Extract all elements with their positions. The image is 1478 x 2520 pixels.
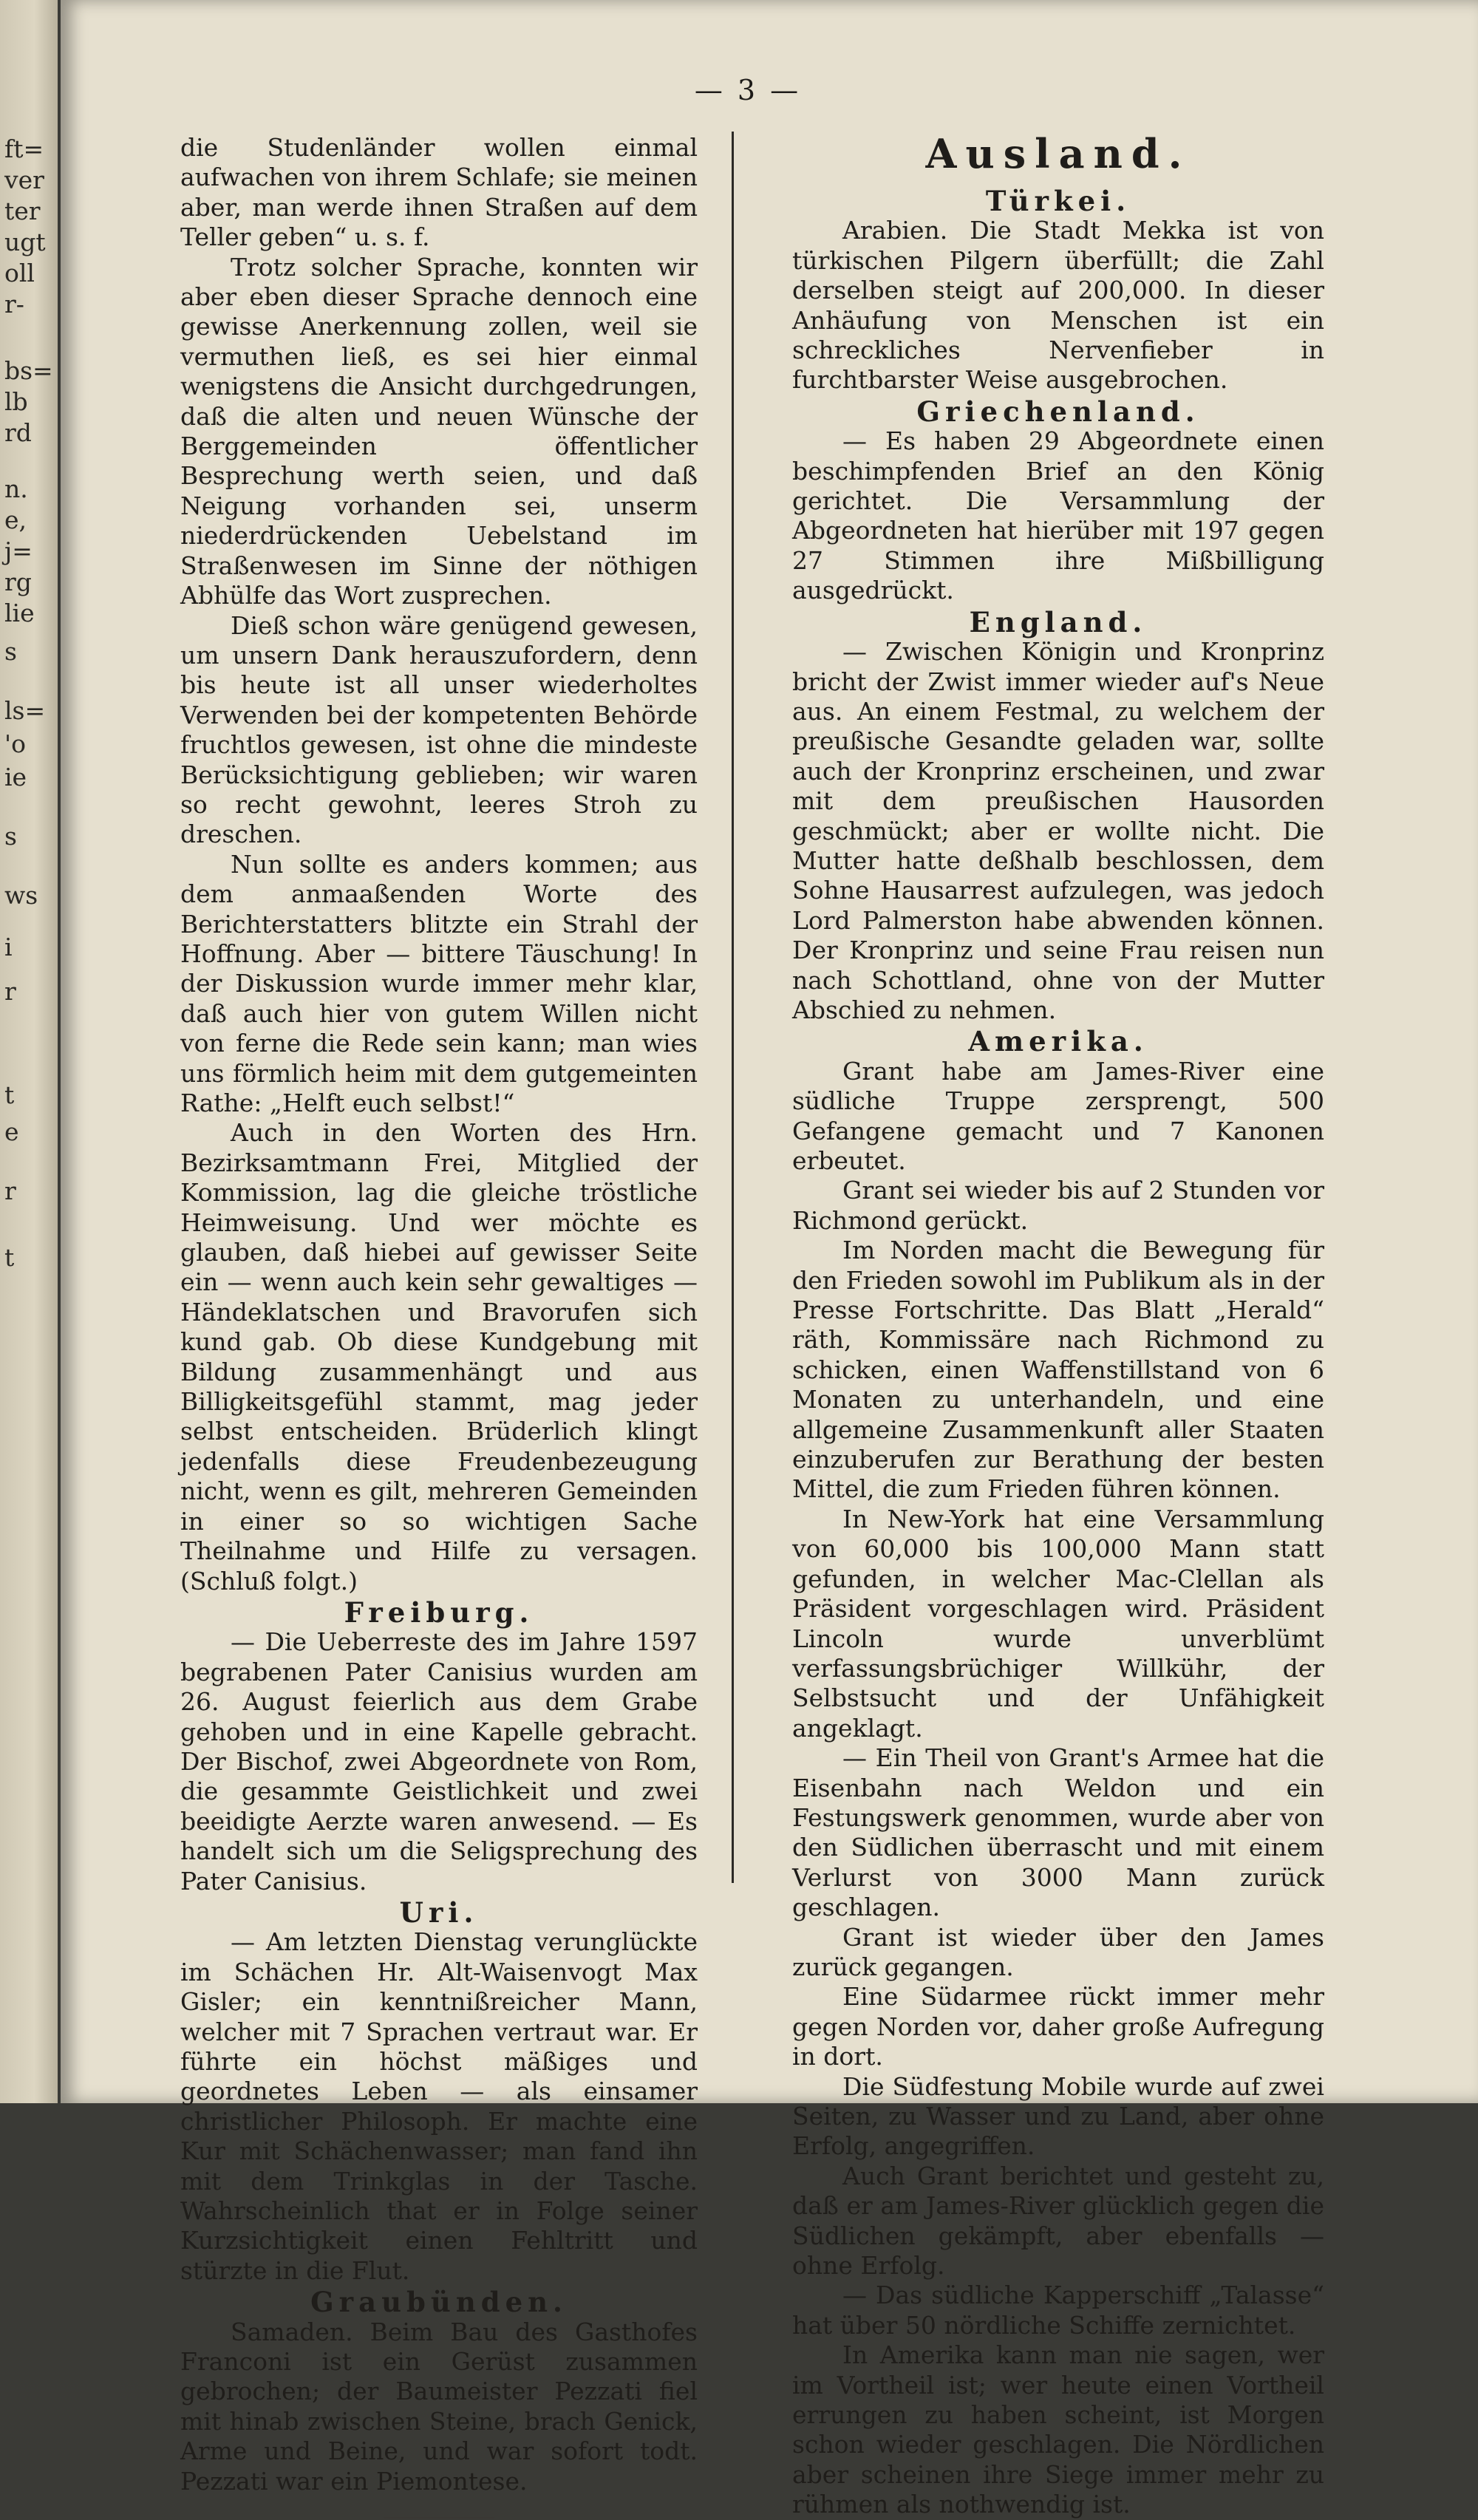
article-paragraph: die Studenländer wollen einmal aufwachen von ihrem Schlafe; sie meinen aber, man werde ihnen Straßen auf dem Teller geben“ u. s. f. [180, 133, 698, 252]
previous-page-fragment: r [4, 977, 16, 1006]
section-heading: Uri. [399, 1896, 479, 1929]
previous-page-fragment: ie [4, 763, 27, 791]
section-heading: England. [969, 605, 1148, 638]
previous-page-fragment: ls= [4, 696, 46, 725]
right-column [792, 130, 1324, 2520]
article-paragraph: — Das südliche Kapperschiff „Talasse“ hat über 50 nördliche Schiffe zernichtet. [792, 2281, 1324, 2340]
previous-page-fragment: e [4, 1117, 19, 1146]
article-paragraph: — Am letzten Dienstag verunglückte im Schächen Hr. Alt-Waisenvogt Max Gisler; ein kenntnißreicher Mann, welcher mit 7 Sprachen vertraut war. Er führte ein höchst mäßiges und geordnetes Leben — als einsamer christlicher Philosoph. Er machte eine Kur mit Schächenwasser; man fand ihn mit dem Trinkglas in der Tasche. Wahrscheinlich that er in Folge seiner Kurzsichtigkeit einen Fehltritt und stürzte in die Flut. [180, 1927, 698, 2285]
article-paragraph: Arabien. Die Stadt Mekka ist von türkischen Pilgern überfüllt; die Zahl derselben steigt auf 200,000. In dieser Anhäufung von Menschen ist ein schreckliches Nervenfieber in furchtbarster Weise ausgebrochen. [792, 216, 1324, 395]
article-paragraph: Grant ist wieder über den James zurück gegangen. [792, 1922, 1324, 1981]
article-paragraph: — Es haben 29 Abgeordnete einen beschimpfenden Brief an den König gerichtet. Die Versammlung der Abgeordneten hat hierüber mit 197 gegen 27 Stimmen ihre Mißbilligung ausgedrückt. [792, 426, 1324, 605]
previous-page-fragment: t [4, 1243, 15, 1272]
previous-page-fragment: ver [4, 166, 44, 194]
previous-page-fragment: r- [4, 290, 24, 319]
newspaper-page [61, 0, 1478, 2519]
article-paragraph: Dieß schon wäre genügend gewesen, um unsern Dank herauszufordern, denn bis heute ist all unser wiederholtes Verwenden bei der kompetenten Behörde fruchtlos gewesen, ist ohne die mindeste Berücksichtigung geblieben; wir waren so recht gewohnt, leeres Stroh zu dreschen. [180, 610, 698, 849]
article-paragraph: Auch in den Worten des Hrn. Bezirksamtmann Frei, Mitglied der Kommission, lag die gleiche tröstliche Heimweisung. Und wer möchte es glauben, daß hiebei auf gewisser Seite ein — wenn auch kein sehr gewaltiges — Händeklatschen und Bravorufen sich kund gab. Ob diese Kundgebung mit Bildung zusammenhängt und aus Billigkeitsgefühl stammt, mag jeder selbst entscheiden. Brüderlich klingt jedenfalls diese Freudenbezeugung nicht, wenn es gilt, mehreren Gemeinden in einer so so wichtigen Sache Theilnahme und Hilfe zu versagen. (Schluß folgt.) [180, 1118, 698, 1596]
previous-page-fragment: n. [4, 474, 28, 503]
article-paragraph: In Amerika kann man nie sagen, wer im Vortheil ist; wer heute einen Vortheil errungen zu haben scheint, ist Morgen schon wieder geschlagen. Die Nördlichen aber scheinen ihre Siege immer mehr zu rühmen als nothwendig ist. [792, 2340, 1324, 2519]
previous-page-fragment: rd [4, 418, 32, 447]
section-heading: Graubünden. [310, 2286, 568, 2319]
article-paragraph: — Ein Theil von Grant's Armee hat die Eisenbahn nach Weldon und ein Festungswerk genommen, wurde aber von den Südlichen überrascht und mit einem Verlurst von 3000 Mann zurück geschlagen. [792, 1743, 1324, 1922]
section-heading: Ausland. [925, 130, 1191, 177]
previous-page-fragment: ugt [4, 228, 46, 256]
page-number: — 3 — [694, 74, 802, 106]
previous-page-fragment: ws [4, 881, 38, 910]
end-rule [384, 2517, 494, 2519]
article-paragraph: Die Südfestung Mobile wurde auf zwei Seiten, zu Wasser und zu Land, aber ohne Erfolg, angegriffen. [792, 2071, 1324, 2161]
previous-page-fragment: ter [4, 197, 41, 225]
left-column [180, 133, 698, 2519]
previous-page-fragment: 'o [4, 729, 26, 758]
section-heading: Griechenland. [916, 395, 1200, 428]
previous-page-edge [0, 0, 58, 2103]
previous-page-fragment: oll [4, 259, 35, 287]
previous-page-fragment: j= [4, 537, 33, 565]
article-paragraph: Grant sei wieder bis auf 2 Stunden vor Richmond gerückt. [792, 1176, 1324, 1235]
article-paragraph: Grant habe am James-River eine südliche Truppe zersprengt, 500 Gefangene gemacht und 7 Kanonen erbeutet. [792, 1056, 1324, 1175]
article-paragraph: — Zwischen Königin und Kronprinz bricht der Zwist immer wieder auf's Neue aus. An einem Festmal, zu welchem der preußische Gesandte geladen war, sollte auch der Kronprinz erscheinen, und zwar mit dem preußischen Hausorden geschmückt; aber er wollte nicht. Die Mutter hatte deßhalb beschlossen, dem Sohne Hausarrest aufzulegen, was jedoch Lord Palmerston habe abwenden können. Der Kronprinz und seine Frau reisen nun nach Schottland, ohne von der Mutter Abschied zu nehmen. [792, 637, 1324, 1024]
section-heading: Freiburg. [344, 1596, 534, 1629]
article-paragraph: Im Norden macht die Bewegung für den Frieden sowohl im Publikum als in der Presse Fortschritte. Das Blatt „Herald“ räth, Kommissäre nach Richmond zu schicken, einen Waffenstillstand von 6 Monaten zu unterhandeln, und eine allgemeine Zusammenkunft aller Staaten einzuberufen zur Berathung der besten Mittel, die zum Frieden führen können. [792, 1236, 1324, 1504]
previous-page-fragment: s [4, 822, 17, 851]
previous-page-fragment: rg [4, 568, 32, 596]
section-heading: Türkei. [985, 185, 1131, 217]
article-paragraph: Nun sollte es anders kommen; aus dem anmaaßenden Worte des Berichterstatters blitzte ein Strahl der Hoffnung. Aber — bittere Täuschung! In der Diskussion wurde immer mehr klar, daß auch hier von gutem Willen nicht von ferne die Rede sein kann; man wies uns förmlich heim mit dem gutgemeinten Rathe: „Helft euch selbst!“ [180, 849, 698, 1117]
previous-page-fragment: ft= [4, 134, 44, 163]
previous-page-fragment: r [4, 1176, 16, 1205]
previous-page-fragment: lb [4, 387, 28, 416]
article-paragraph: Samaden. Beim Bau des Gasthofes Franconi ist ein Gerüst zusammen gebrochen; der Baumeister Pezzati fiel mit hinab zwischen Steine, brach Genick, Arme und Beine, und war sofort todt. Pezzati war ein Piemontese. [180, 2317, 698, 2496]
previous-page-fragment: s [4, 637, 17, 666]
article-paragraph: — Die Ueberreste des im Jahre 1597 begrabenen Pater Canisius wurden am 26. August feierlich aus dem Grabe gehoben und in eine Kapelle gebracht. Der Bischof, zwei Abgeordnete von Rom, die gesammte Geistlichkeit und zwei beeidigte Aerzte waren anwesend. — Es handelt sich um die Seligsprechung des Pater Canisius. [180, 1627, 698, 1896]
column-divider [732, 132, 734, 1883]
article-paragraph: In New-York hat eine Versammlung von 60,000 bis 100,000 Mann statt gefunden, in welcher Mac-Clellan als Präsident vorgeschlagen wird. Präsident Lincoln wurde unverblümt verfassungsbrüchiger Willkühr, der Selbstsucht und der Unfähigkeit angeklagt. [792, 1504, 1324, 1743]
section-heading: Amerika. [968, 1025, 1148, 1058]
previous-page-fragment: i [4, 933, 13, 961]
article-paragraph: Auch Grant berichtet und gesteht zu, daß er am James-River glücklich gegen die Südlichen gekämpft, aber ebenfalls — ohne Erfolg. [792, 2161, 1324, 2281]
article-paragraph: Trotz solcher Sprache, konnten wir aber eben dieser Sprache dennoch eine gewisse Anerkennung zollen, weil sie vermuthen ließ, es sei hier einmal wenigstens die Ansicht durchgedrungen, daß die alten und neuen Wünsche der Berggemeinden öffentlicher Besprechung werth seien, und daß Neigung vorhanden sei, unserm niederdrückenden Uebelstand im Straßenwesen im Sinne der nöthigen Abhülfe das Wort zusprechen. [180, 252, 698, 610]
previous-page-fragment: e, [4, 505, 27, 534]
previous-page-fragment: t [4, 1080, 15, 1109]
article-paragraph: Eine Südarmee rückt immer mehr gegen Norden vor, daher große Aufregung in dort. [792, 1982, 1324, 2071]
previous-page-fragment: lie [4, 599, 35, 627]
previous-page-fragment: bs= [4, 356, 53, 385]
